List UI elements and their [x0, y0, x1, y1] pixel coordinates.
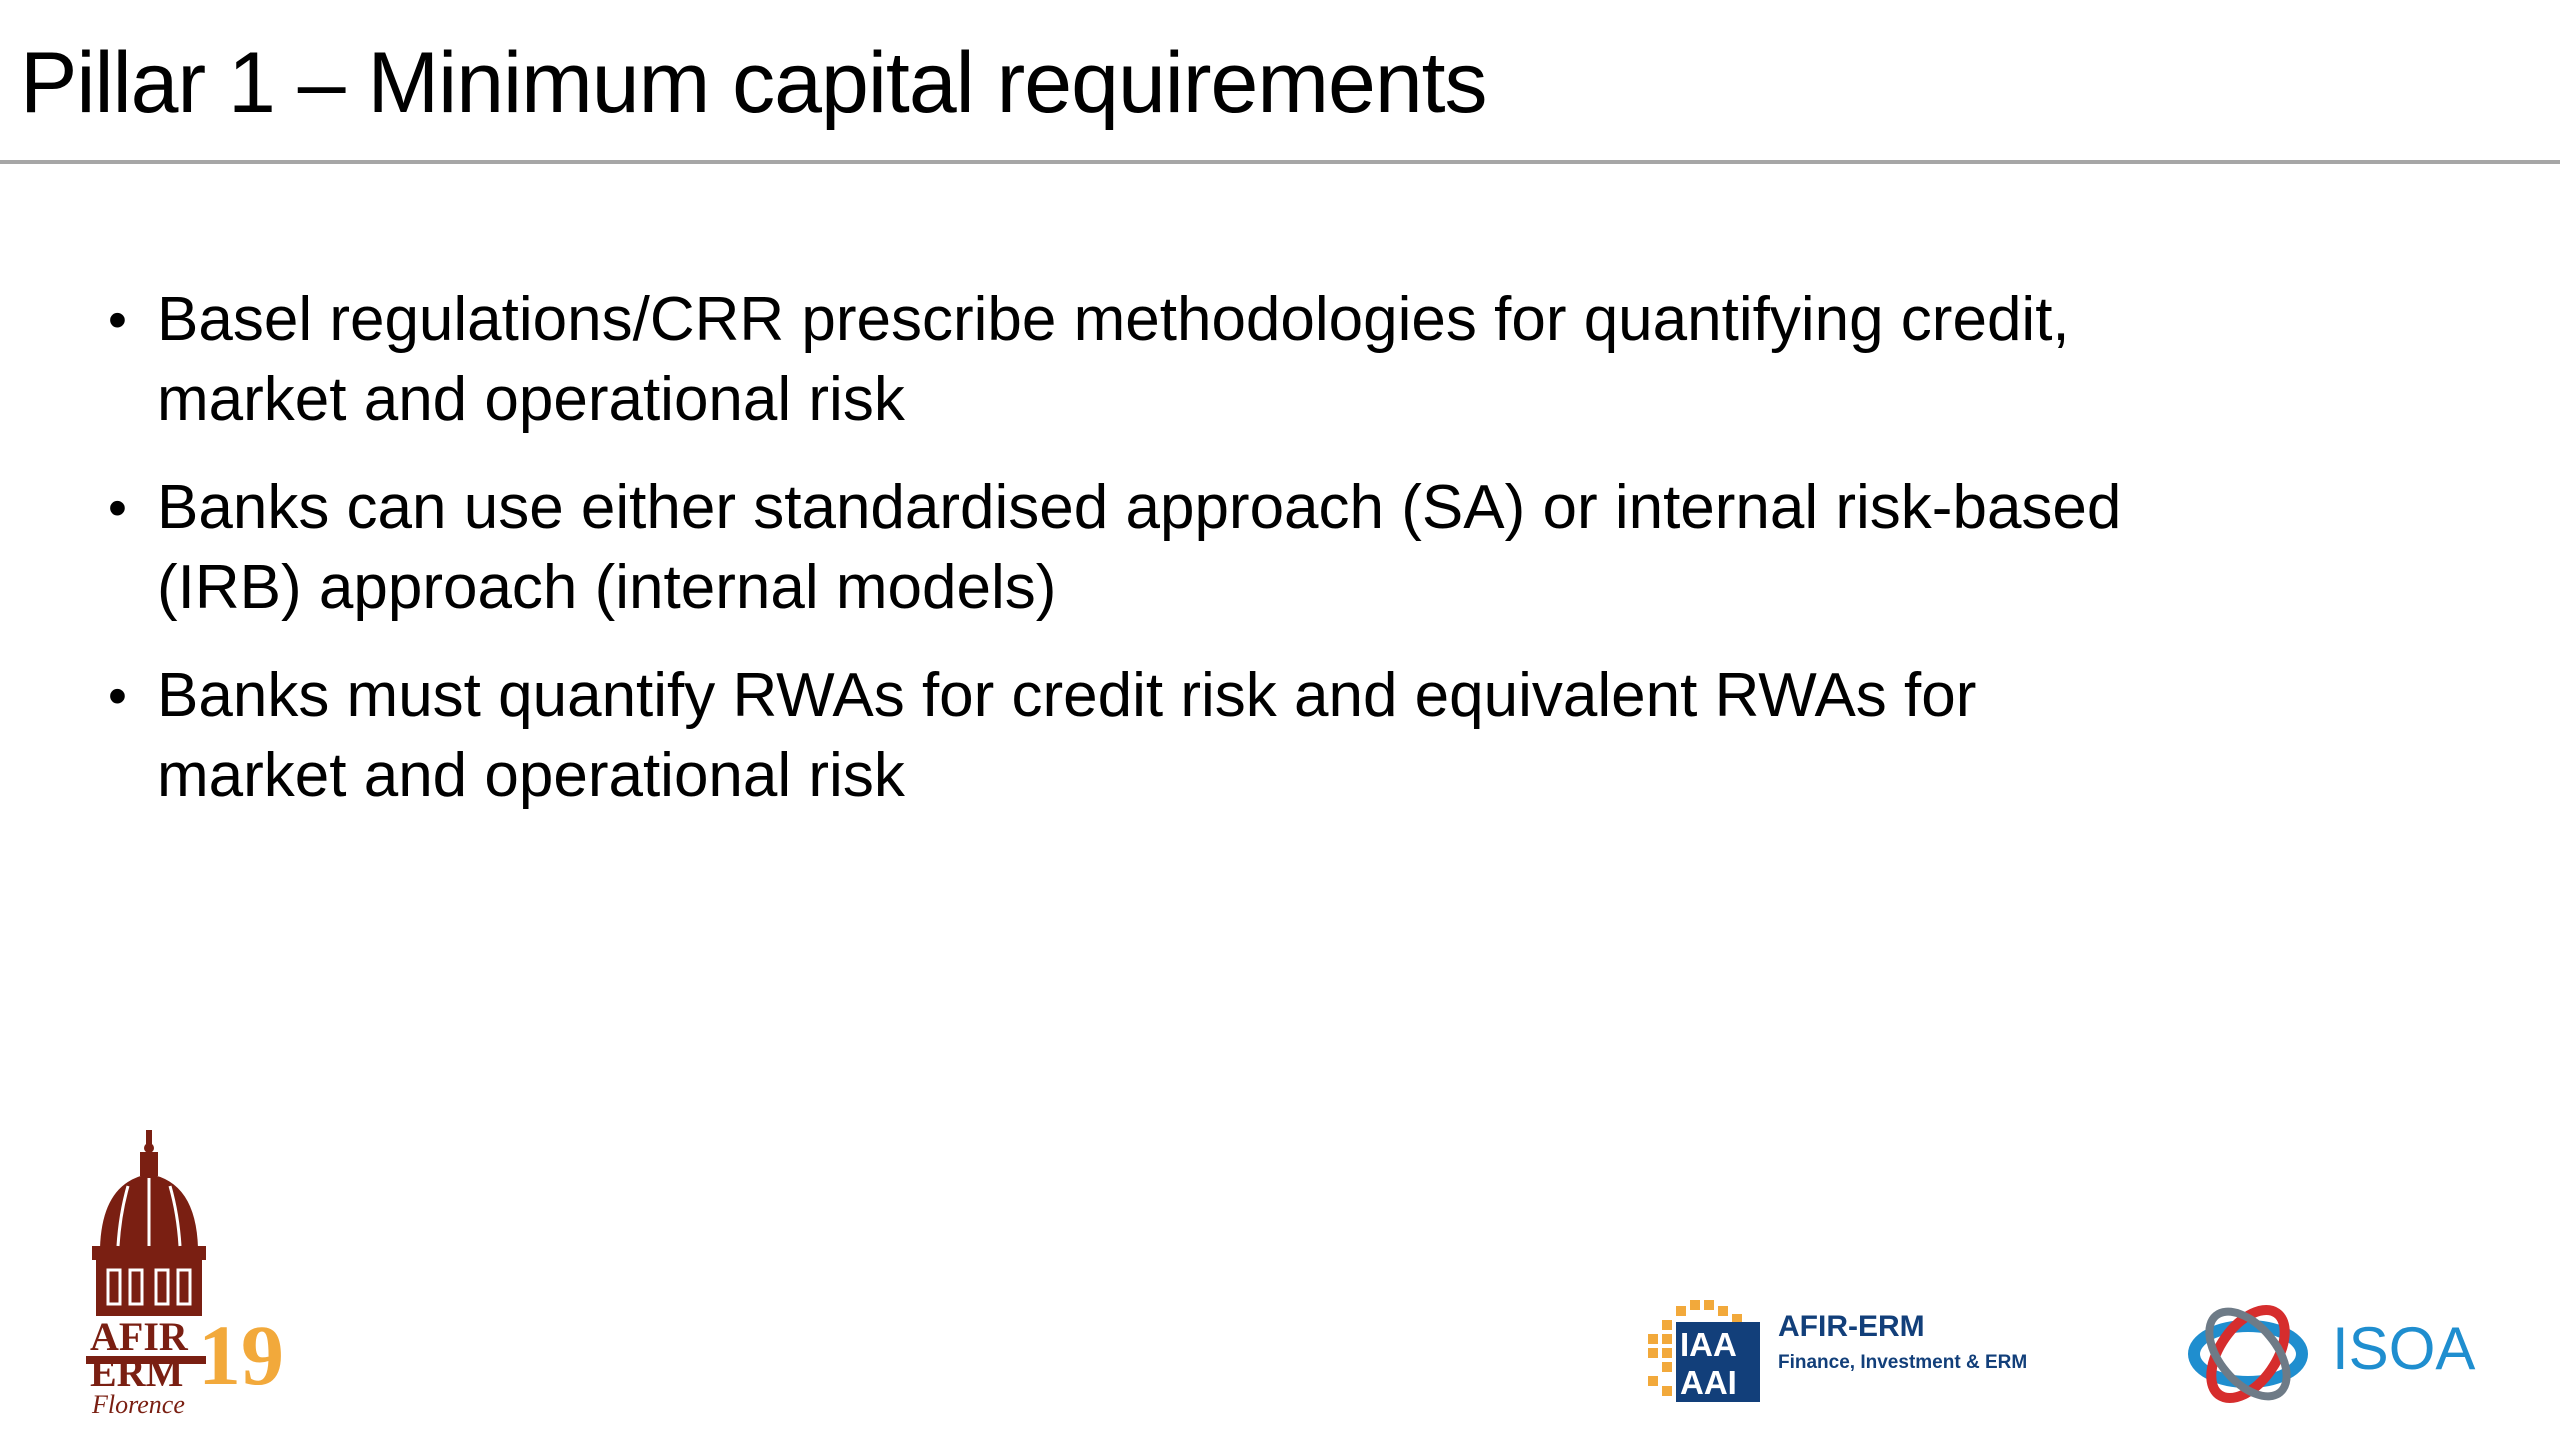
bullet-text-line: market and operational risk — [157, 365, 905, 434]
bullet-dot-icon: • — [108, 666, 127, 726]
bullet-list — [100, 280, 2360, 844]
afir-erm-name: AFIR-ERM — [1778, 1310, 1925, 1343]
bullet-text-line: Basel regulations/CRR prescribe methodologies for quantifying credit, — [157, 285, 2070, 354]
afir-logo-text: AFIR — [90, 1314, 188, 1359]
bullet-item — [100, 656, 2360, 816]
bullet-item — [100, 468, 2360, 628]
iaa-text: IAA — [1680, 1326, 1737, 1363]
florence-caption: Florence — [92, 1390, 185, 1419]
isoa-logo — [2186, 1296, 2476, 1416]
isoa-rings-icon — [2186, 1296, 2326, 1416]
title-divider — [0, 160, 2560, 164]
bullet-dot-icon: • — [108, 290, 127, 350]
year-19-text: 19 — [198, 1307, 284, 1390]
isoa-name: ISOA — [2332, 1315, 2476, 1382]
afir-erm-florence-logo — [80, 1130, 300, 1420]
bullet-text-line: Banks must quantify RWAs for credit risk and equivalent RWAs for — [157, 661, 1977, 730]
bullet-dot-icon: • — [108, 478, 127, 538]
erm-logo-text: ERM — [90, 1350, 184, 1390]
bullet-text-line: (IRB) approach (internal models) — [157, 553, 1057, 622]
iaa-afir-erm-logo — [1640, 1290, 2030, 1410]
bullet-text-line: Banks can use either standardised approach (SA) or internal risk-based — [157, 473, 2122, 542]
duomo-dome-icon — [80, 1130, 300, 1390]
bullet-text-line: market and operational risk — [157, 741, 905, 810]
iaa-globe-icon — [1640, 1290, 1770, 1410]
slide-title: Pillar 1 – Minimum capital requirements — [20, 35, 1487, 131]
aai-text: AAI — [1680, 1364, 1737, 1401]
bullet-item — [100, 280, 2360, 440]
afir-erm-subtitle: Finance, Investment & ERM — [1778, 1352, 2028, 1373]
